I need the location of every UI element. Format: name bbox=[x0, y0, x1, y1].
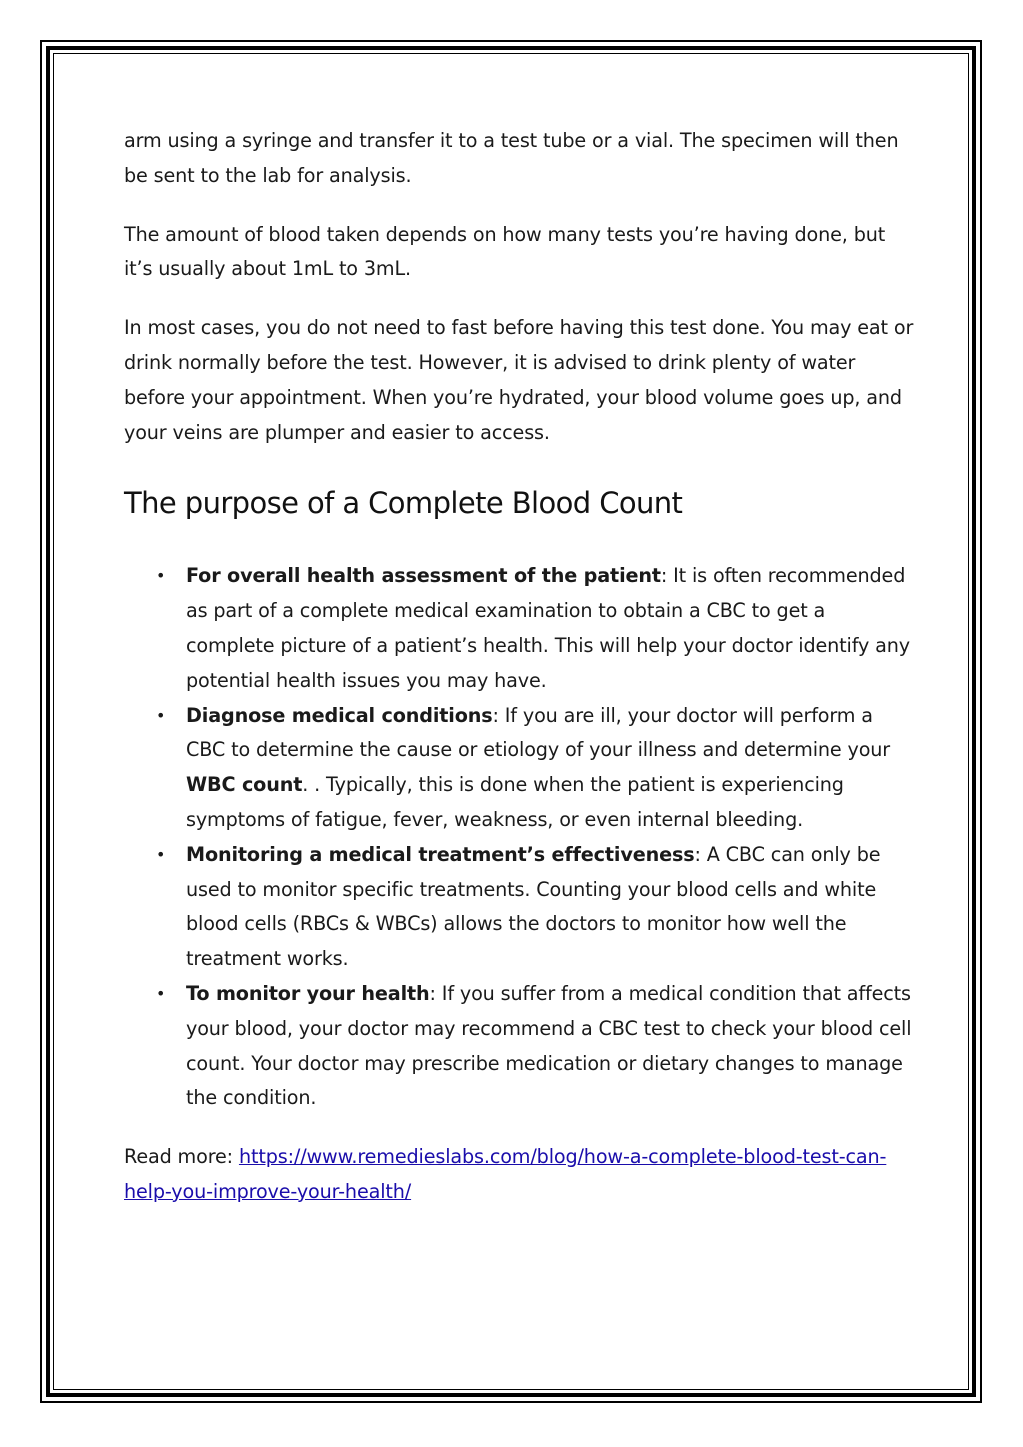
bullet-icon: • bbox=[156, 983, 166, 1003]
bullet-icon: • bbox=[156, 705, 166, 725]
item-text-continued: . . Typically, this is done when the patient is experiencing symptoms of fatigue, fever, weakness, or even internal bleeding. bbox=[186, 773, 844, 831]
list-item bbox=[156, 977, 914, 1116]
read-more-label: Read more: bbox=[124, 1145, 239, 1169]
list-item bbox=[156, 838, 914, 977]
page-content bbox=[124, 124, 914, 1210]
read-more bbox=[124, 1140, 914, 1210]
bullet-icon: • bbox=[156, 844, 166, 864]
list-item bbox=[156, 559, 914, 698]
item-text: : It is often recommended as part of a complete medical examination to obtain a CBC to get a complete picture of a patient’s health. This will help your doctor identify any potential health issues you may have. bbox=[186, 564, 910, 692]
item-text: : A CBC can only be used to monitor specific treatments. Counting your blood cells and white blood cells (RBCs & WBCs) allows the doctors to monitor how well the treatment works. bbox=[186, 842, 881, 971]
item-title: For overall health assessment of the patient bbox=[186, 564, 661, 588]
item-text: : If you are ill, your doctor will perform a CBC to determine the cause or etiology of your illness and determine your bbox=[186, 703, 891, 762]
purpose-list bbox=[124, 559, 914, 1116]
read-more-link[interactable]: https://www.remedieslabs.com/blog/how-a-complete-blood-test-can-help-you-improve-your-health/ bbox=[124, 1145, 887, 1203]
paragraph-fasting: In most cases, you do not need to fast before having this test done. You may eat or drink normally before the test. However, it is advised to drink plenty of water before your appointment. When you’re hydrated, your blood volume goes up, and your veins are plumper and easier to access. bbox=[124, 316, 914, 444]
item-emphasis: WBC count bbox=[186, 773, 303, 797]
list-item bbox=[156, 699, 914, 838]
section-heading: The purpose of a Complete Blood Count bbox=[124, 486, 683, 521]
paragraph-blood-amount: The amount of blood taken depends on how many tests you’re having done, but it’s usually about 1mL to 3mL. bbox=[124, 222, 886, 281]
paragraph-specimen: arm using a syringe and transfer it to a test tube or a vial. The specimen will then be sent to the lab for analysis. bbox=[124, 129, 899, 187]
item-text: : If you suffer from a medical condition that affects your blood, your doctor may recommend a CBC test to check your blood cell count. Your doctor may prescribe medication or dietary changes to manage the condition. bbox=[186, 981, 912, 1110]
item-title: To monitor your health bbox=[186, 981, 430, 1005]
bullet-icon: • bbox=[156, 566, 166, 586]
item-title: Diagnose medical conditions bbox=[186, 703, 493, 727]
item-title: Monitoring a medical treatment’s effectiveness bbox=[186, 842, 695, 866]
